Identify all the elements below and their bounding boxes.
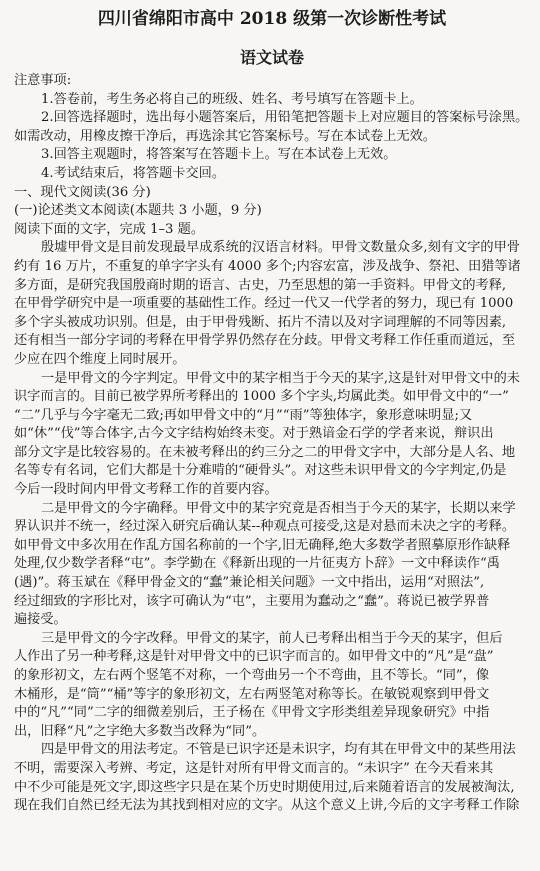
text-line: 遍接受。 bbox=[14, 612, 67, 628]
text-line: 阅读下面的文字，完成 1–3 题。 bbox=[14, 221, 205, 237]
paper-subtitle: 语文试卷 bbox=[239, 48, 304, 67]
text-line: 处理,仅少数学者释“屯”。李学勤在《释新出现的一片征夷方卜辞》一文中释读作“禹 bbox=[14, 556, 500, 572]
text-line: 中的“凡”“同”二字的细微差别后，王子杨在《甲骨文字形类组差异现象研究》中指 bbox=[14, 705, 490, 721]
text-line: 一、现代文阅读(36 分) bbox=[14, 184, 151, 200]
text-line: 今后一段时间内甲骨文考释工作的首要内容。 bbox=[14, 482, 278, 498]
text-line: 部分文字是比较容易的。在未被考释出的约三分之二的甲骨文字中，大部分是人名、地 bbox=[14, 444, 516, 460]
text-line: 二是甲骨文的今字确释。甲骨文中的某字究竟是否相当于今天的某字，长期以来学 bbox=[41, 500, 516, 516]
text-line: 注意事项: bbox=[14, 73, 72, 88]
text-line: 木桶形，是“筒”“桶”等字的象形初文，左右两竖笔对称等长。在敏锐观察到甲骨文 bbox=[14, 686, 490, 702]
text-line: 1.答卷前，考生务必将自己的班级、姓名、考号填写在答题卡上。 bbox=[41, 91, 423, 107]
text-line: 如甲骨文中多次用在作乱方国名称前的一个字,旧无确释,绝大多数学者照摹原形作缺释 bbox=[14, 537, 511, 553]
exam-title: 四川省绵阳市高中 2018 级第一次诊断性考试 bbox=[97, 9, 447, 29]
text-line: 现在我们自然已经无法为其找到相对应的文字。从这个意义上讲,今后的文字考释工作除 bbox=[14, 798, 520, 814]
text-line: 3.回答主观题时，将答案写在答题卡上。写在本试卷上无效。 bbox=[41, 147, 397, 163]
text-line: 出，旧释“凡”之字绝大多数当改释为“同”。 bbox=[14, 723, 266, 739]
text-line: 4.考试结束后，将答题卡交回。 bbox=[41, 165, 226, 181]
text-line: 殷墟甲骨文是目前发现最早成系统的汉语言材料。甲骨文数量众多,刻有文字的甲骨 bbox=[41, 240, 520, 256]
text-line: 不明，需要深入考辨、考定，这是针对所有甲骨文而言的。“未识字” 在今天看来其 bbox=[14, 760, 494, 776]
text-line: 一是甲骨文的今字判定。甲骨文中的某字相当于今天的某字,这是针对甲骨文中的未 bbox=[41, 370, 520, 386]
text-line: 中不少可能是死文字,即这些字只是在某个历史时期使用过,后来随着语言的发展被淘汰, bbox=[14, 779, 515, 795]
text-line: 界认识并不统一，经过深入研究后确认某--种观点可接受,这是对悬而未决之字的考释。 bbox=[14, 519, 516, 535]
text-line: 识字而言的。目前已被学界所考释出的 1000 多个字头,均属此类。如甲骨文中的“一” bbox=[14, 389, 509, 405]
text-line: 名等专有名词，它们大都是十分难啃的“硬骨头”。对这些未识甲骨文的今字判定,仍是 bbox=[14, 463, 507, 479]
text-line: 四是甲骨文的用法考定。不管是已识字还是未识字，均有其在甲骨文中的某些用法 bbox=[41, 742, 516, 758]
text-line: 人作出了另一种考释,这是针对甲骨文中的已识字而言的。如甲骨文中的“凡”是“盘” bbox=[14, 649, 494, 665]
text-line: 的象形初文，左右两个竖笔不对称，一个弯曲另一个不弯曲，且不等长。“同”，像 bbox=[14, 668, 490, 683]
text-line: 经过细致的字形比对，该字可确认为“屯”，主要用为蠢动之“蠢”。蒋说已被学界普 bbox=[14, 593, 490, 609]
text-line: (一)论述类文本阅读(本题共 3 小题，9 分) bbox=[14, 203, 262, 219]
text-line: 还有相当一部分字词的考释在甲骨学界仍然存在分歧。甲骨文考释工作任重而道远，至 bbox=[14, 333, 516, 349]
text-line: 约有 16 万片，不重复的单字字头有 4000 多个;内容宏富，涉及战争、祭祀、田猎等诸 bbox=[14, 258, 521, 274]
text-line: 2.回答选择题时，选出每小题答案后，用铅笔把答题卡上对应题目的答案标号涂黑。 bbox=[41, 110, 529, 126]
document-body bbox=[14, 72, 530, 816]
text-line: 在甲骨学研究中是一项重要的基础性工作。经过一代又一代学者的努力，现已有 1000 bbox=[14, 296, 514, 312]
text-line: 三是甲骨文的今字改释。甲骨文的某字，前人已考释出相当于今天的某字，但后 bbox=[41, 630, 503, 646]
text-line: (遇)”。蒋玉斌在《释甲骨金文的“蠢”兼论相关问题》一文中指出，运用“对照法”, bbox=[14, 575, 485, 591]
text-line: 如需改动，用橡皮擦干净后，再选涂其它答案标号。写在本试卷上无效。 bbox=[14, 128, 436, 144]
text-line: 如“休”“伐”等合体字,古今文字结构始终未变。对于熟谙金石学的学者来说，辩识出 bbox=[14, 426, 494, 442]
text-line: 少应在四个维度上同时展开。 bbox=[14, 351, 186, 367]
text-line: 多方面，是研究我国殷商时期的语言、古史，乃至思想的第一手资料。甲骨文的考释, bbox=[14, 277, 507, 293]
text-line: 多个字头被成功识别。但是，由于甲骨残断、拓片不清以及对字词理解的不同等因素, bbox=[14, 314, 507, 330]
text-line: “二”几乎与今字毫无二致;再如甲骨文中的“月”“雨”等独体字，象形意味明显;又 bbox=[14, 407, 473, 423]
